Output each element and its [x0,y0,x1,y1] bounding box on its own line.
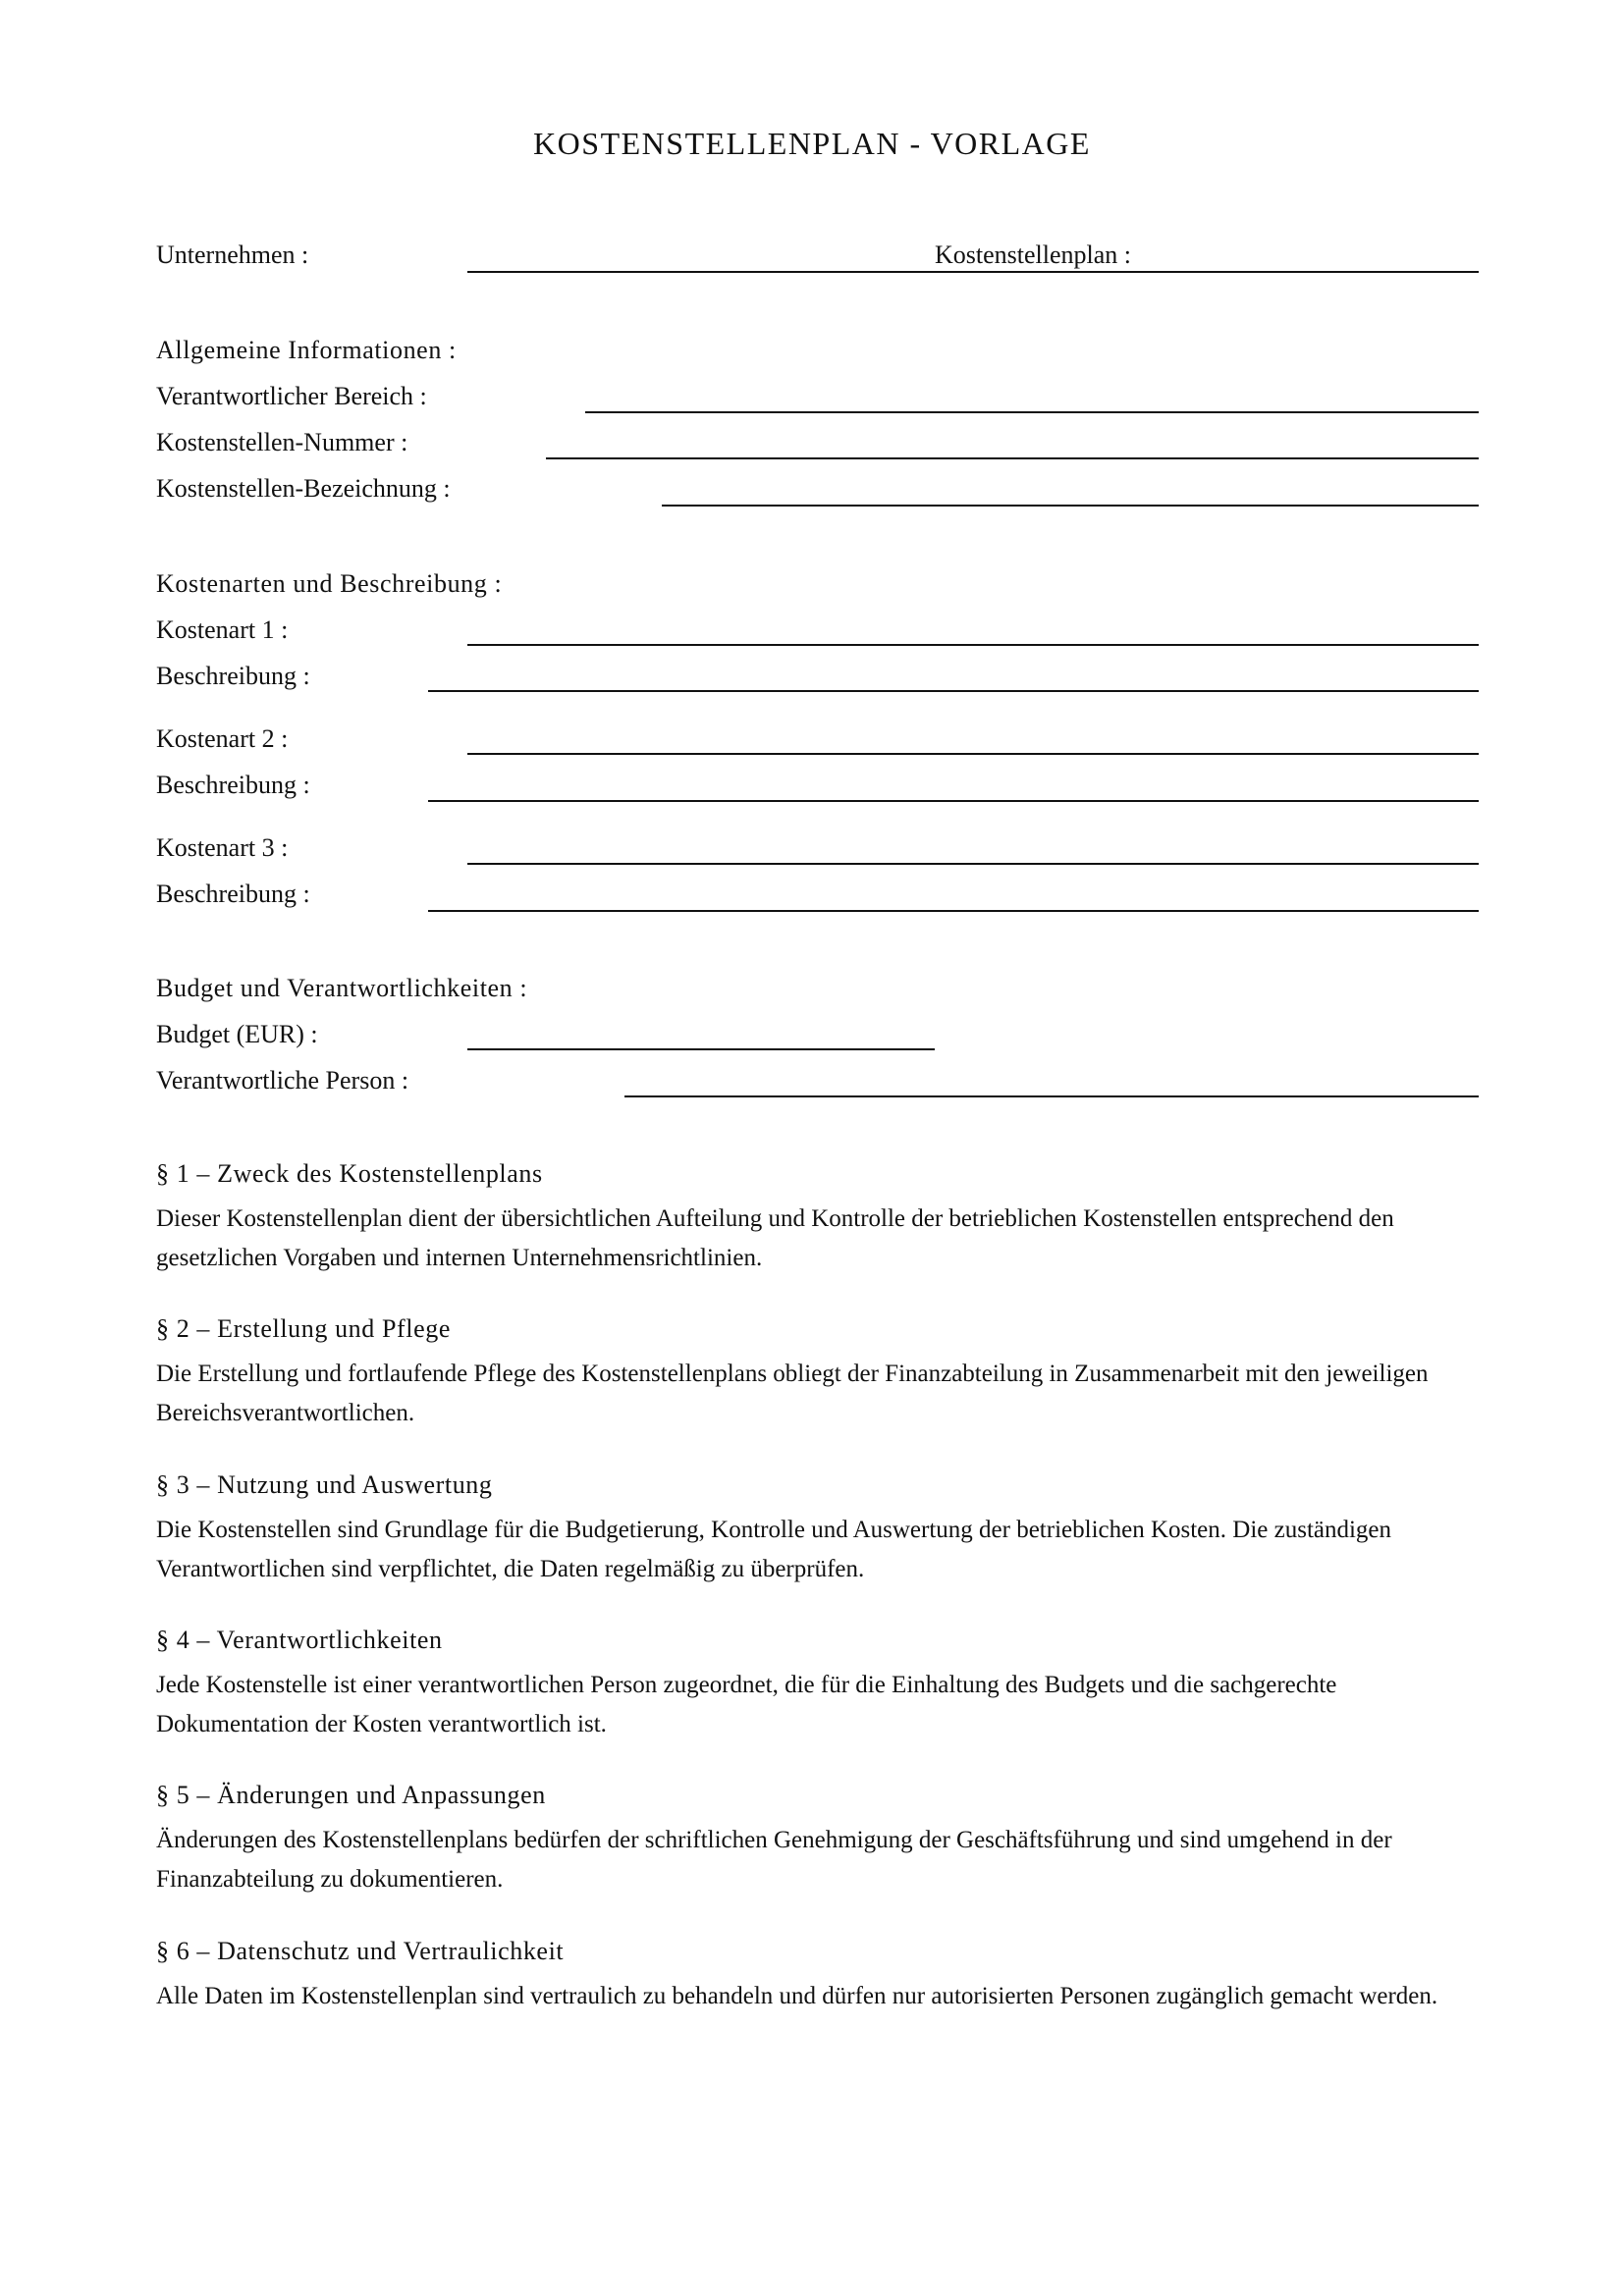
paragraph-6-heading: § 6 – Datenschutz und Vertraulichkeit [156,1937,565,1965]
budget-heading: Budget und Verantwortlichkeiten : [156,974,528,1002]
designation-field-line[interactable] [662,505,1479,507]
paragraph-2-body: Die Erstellung und fortlaufende Pflege des Kostenstellenplans obliegt der Finanzabteilung in Zusammenarbeit mit den jeweiligen Bereichsverantwortlichen. [156,1361,1429,1426]
designation-label: Kostenstellen-Bezeichnung : [156,474,451,503]
paragraph-1-body: Dieser Kostenstellenplan dient der übersichtlichen Aufteilung und Kontrolle der betrieblichen Kostenstellen entsprechend den gesetzlichen Vorgaben und internen Unternehmensrichtlinien. [156,1205,1394,1271]
general-info-heading: Allgemeine Informationen : [156,336,457,364]
cost-type-2-desc-field-line[interactable] [428,800,1479,802]
cost-type-2-desc-label: Beschreibung : [156,771,310,799]
paragraph-4-heading: § 4 – Verantwortlichkeiten [156,1626,443,1654]
area-field-line[interactable] [585,411,1479,413]
paragraph-5-heading: § 5 – Änderungen und Anpassungen [156,1781,546,1809]
company-label: Unternehmen : [156,240,309,269]
cost-type-3-label: Kostenart 3 : [156,833,289,862]
person-field-line[interactable] [624,1095,1479,1097]
paragraph-3-body: Die Kostenstellen sind Grundlage für die Budgetierung, Kontrolle und Auswertung der betrieblichen Kosten. Die zuständigen Verantwortlichen sind verpflichtet, die Daten regelmäßig zu überprüfen. [156,1517,1392,1582]
budget-label: Budget (EUR) : [156,1020,318,1048]
paragraph-3-heading: § 3 – Nutzung und Auswertung [156,1470,493,1499]
cost-type-3-field-line[interactable] [467,863,1479,865]
paragraph-4-body: Jede Kostenstelle ist einer verantwortlichen Person zugeordnet, die für die Einhaltung des Budgets und die sachgerechte Dokumentation der Kosten verantwortlich ist. [156,1672,1337,1737]
cost-type-3-desc-field-line[interactable] [428,910,1479,912]
cost-type-1-field-line[interactable] [467,644,1479,646]
company-field-line[interactable] [467,271,1479,273]
cost-types-heading: Kostenarten und Beschreibung : [156,569,503,598]
cost-type-3-desc-label: Beschreibung : [156,880,310,908]
area-label: Verantwortlicher Bereich : [156,382,427,410]
cost-type-1-label: Kostenart 1 : [156,615,289,644]
paragraph-5-body: Änderungen des Kostenstellenplans bedürfen der schriftlichen Genehmigung der Geschäftsführung und sind umgehend in der Finanzabteilung zu dokumentieren. [156,1827,1392,1893]
cost-type-2-label: Kostenart 2 : [156,724,289,753]
budget-field-line[interactable] [467,1048,935,1050]
paragraph-2-heading: § 2 – Erstellung und Pflege [156,1314,451,1343]
paragraph-6-body: Alle Daten im Kostenstellenplan sind vertraulich zu behandeln und dürfen nur autorisierten Personen zugänglich gemacht werden. [156,1983,1438,2009]
cost-type-1-desc-label: Beschreibung : [156,662,310,690]
paragraph-1-heading: § 1 – Zweck des Kostenstellenplans [156,1159,543,1188]
number-label: Kostenstellen-Nummer : [156,428,408,456]
cost-type-2-field-line[interactable] [467,753,1479,755]
number-field-line[interactable] [546,457,1479,459]
cost-type-1-desc-field-line[interactable] [428,690,1479,692]
document-title: KOSTENSTELLENPLAN - VORLAGE [533,126,1091,161]
person-label: Verantwortliche Person : [156,1066,409,1095]
plan-label: Kostenstellenplan : [935,240,1132,269]
